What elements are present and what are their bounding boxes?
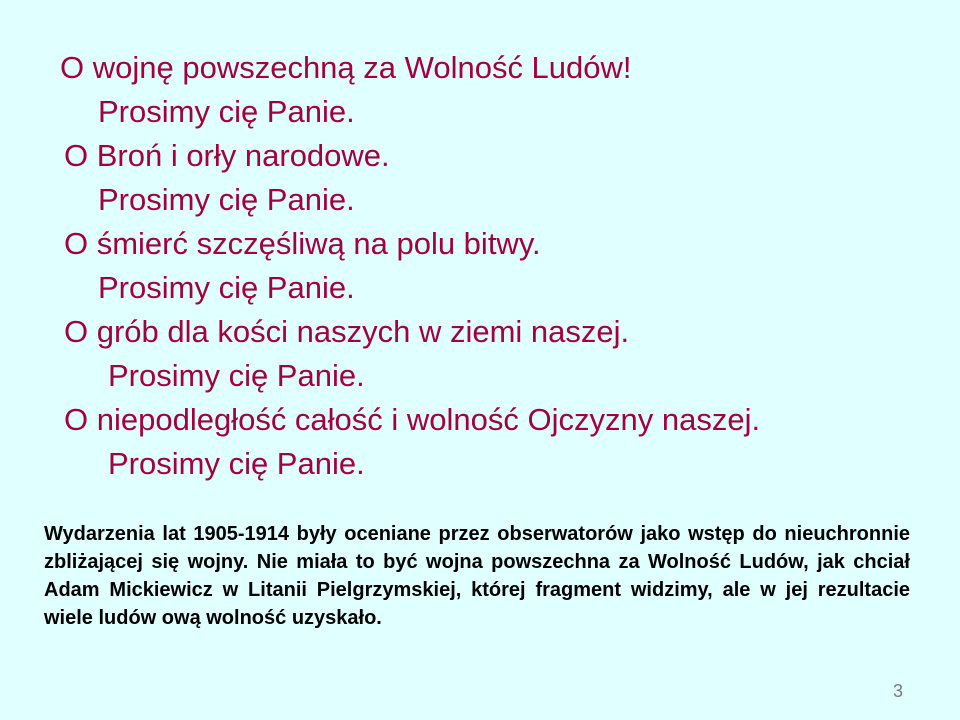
litany-response: Prosimy cię Panie. bbox=[108, 446, 365, 481]
litany-line: O niepodległość całość i wolność Ojczyzny naszej. bbox=[64, 402, 761, 437]
litany-line: O grób dla kości naszych w ziemi naszej. bbox=[64, 314, 630, 349]
litany-line: O śmierć szczęśliwą na polu bitwy. bbox=[64, 226, 541, 261]
litany-line: O Broń i orły narodowe. bbox=[64, 138, 390, 173]
litany-response: Prosimy cię Panie. bbox=[108, 358, 365, 393]
slide-number: 3 bbox=[892, 681, 903, 701]
litany-response: Prosimy cię Panie. bbox=[98, 94, 355, 129]
litany-response: Prosimy cię Panie. bbox=[98, 182, 355, 217]
litany-line: O wojnę powszechną za Wolność Ludów! bbox=[60, 50, 632, 85]
description-paragraph: Wydarzenia lat 1905-1914 były oceniane przez obserwatorów jako wstęp do nieuchronnie zbliżającej się wojny. Nie miała to być wojna powszechna za Wolność Ludów, jak chciał Adam Mickiewicz w Litanii Pielgrzymskiej, której fragment widzimy, ale w jej rezultacie wiele ludów ową wolność uzyskało. bbox=[44, 523, 910, 629]
litany-response: Prosimy cię Panie. bbox=[98, 270, 355, 305]
